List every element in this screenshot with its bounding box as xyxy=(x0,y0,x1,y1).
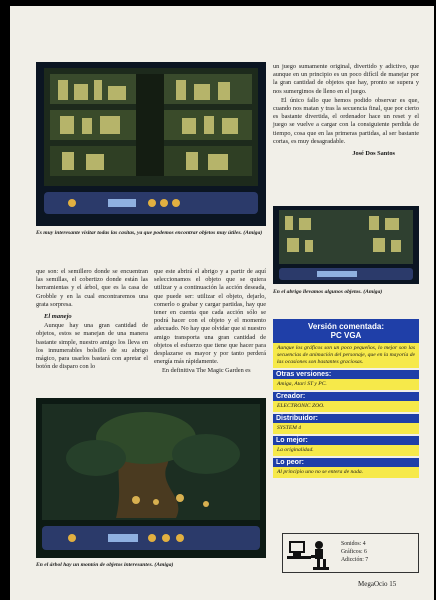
caption-top: Es muy interesante visitar todas las casitas, ya que podemos encontrar objetos muy útiles. (Amiga) xyxy=(36,230,263,236)
info-worst-heading: Lo peor: xyxy=(273,458,419,467)
screenshot-shed-small xyxy=(273,206,419,284)
paragraph: En definitiva The Magic Garden es xyxy=(162,367,251,375)
rating-sound: Sonidos: 4 xyxy=(341,541,366,547)
page-footer: MegaOcio 15 xyxy=(358,580,397,588)
paragraph: Aunque hay una gran cantidad de objetos, estos se manejan de una manera bastante simple, nuestro amigo los lleva en los innumerables bolsillo de su abrigo mágico, para usarlos bastará con apretar el botón de disparo con lo xyxy=(36,322,148,371)
tree-scene-illustration xyxy=(36,398,266,558)
info-creator-heading: Creador: xyxy=(273,392,419,401)
article-column-2 xyxy=(154,268,266,377)
info-version-text: Aunque los gráficos son un poco pequeños, lo mejor son las secuencias de animación del personaje, que en la mayoría de las ocasiones son bastantes graciosas. xyxy=(273,343,419,368)
rating-box xyxy=(282,533,419,573)
rating-list xyxy=(341,540,368,564)
info-best-text: La originalidad. xyxy=(273,445,419,456)
screenshot-tree xyxy=(36,398,266,558)
info-distributor-text: SYSTEM 4 xyxy=(273,423,419,434)
info-other-versions-text: Amiga, Atari ST y PC. xyxy=(273,379,419,390)
game-info-box xyxy=(273,319,419,478)
paragraph: que son: el semillero donde se encuentran las semillas, el cobertizo donde están las herramientas y el árbol, que es la casa de Grobble y en la cual encontraremos una grata sorpresa. xyxy=(36,268,148,308)
info-other-versions-heading: Otras versiones: xyxy=(273,370,419,379)
caption-small: En el abrigo llevamos algunos objetos. (Amiga) xyxy=(273,289,383,295)
caption-bottom: En el árbol hay un montón de objetos interesantes. (Amiga) xyxy=(36,562,174,568)
magazine-page xyxy=(10,6,434,600)
info-distributor-heading: Distribuidor: xyxy=(273,414,419,423)
info-creator-text: ELECTRONIC ZOO. xyxy=(273,401,419,412)
info-best-heading: Lo mejor: xyxy=(273,436,419,445)
screenshot-shed xyxy=(36,62,266,226)
article-column-1 xyxy=(36,268,148,372)
info-worst-text: Al principio uno no se entera de nada. xyxy=(273,467,419,478)
shed-small-illustration xyxy=(273,206,419,284)
section-subheading: El manejo xyxy=(44,313,72,321)
paragraph: un juego sumamente original, divertido y adictivo, que aunque en un principio es un poco difícil de manejar por la gran cantidad de objetos que hay, pronto se supera y nos sumergimos de lleno en el juego. xyxy=(273,63,419,95)
rating-addiction: Adicción: 7 xyxy=(341,557,369,563)
computer-user-icon xyxy=(287,537,333,571)
paragraph: El único fallo que hemos podido observar es que, cuando nos matan y tras la secuencia final, que por cierto es bastante divertida, el ordenador hace un reset y el juego se vuelve a cargar con la consiguiente perdida de tiempo, cosa que en las primeras partidas, al ser bastante cortas, es muy desagradable. xyxy=(273,96,419,145)
article-column-right-top xyxy=(273,63,419,159)
paragraph: que este abrirá el abrigo y a partir de aquí seleccionamos el objeto que se quiera utilizar y a continuación la acción deseada, que puede ser: utilizar el objeto, dejarlo, comerlo o grabar y cargar partidas, hay que tener en cuenta que cada acción sólo se podrá hacer con el objeto y el momento adecuado. No hay que olvidar que si nuestro amigo transporta una gran cantidad de objetos el esfuerzo que tiene que hacer para desplazarse es mayor y por tanto perderá energía más rápidamente. xyxy=(154,268,266,366)
author-signature: José Dos Santos xyxy=(352,150,395,158)
rating-graphics: Gráficos: 6 xyxy=(341,549,367,555)
shed-scene-illustration xyxy=(36,62,266,226)
info-version-heading: Versión comentada: PC VGA xyxy=(273,319,419,343)
